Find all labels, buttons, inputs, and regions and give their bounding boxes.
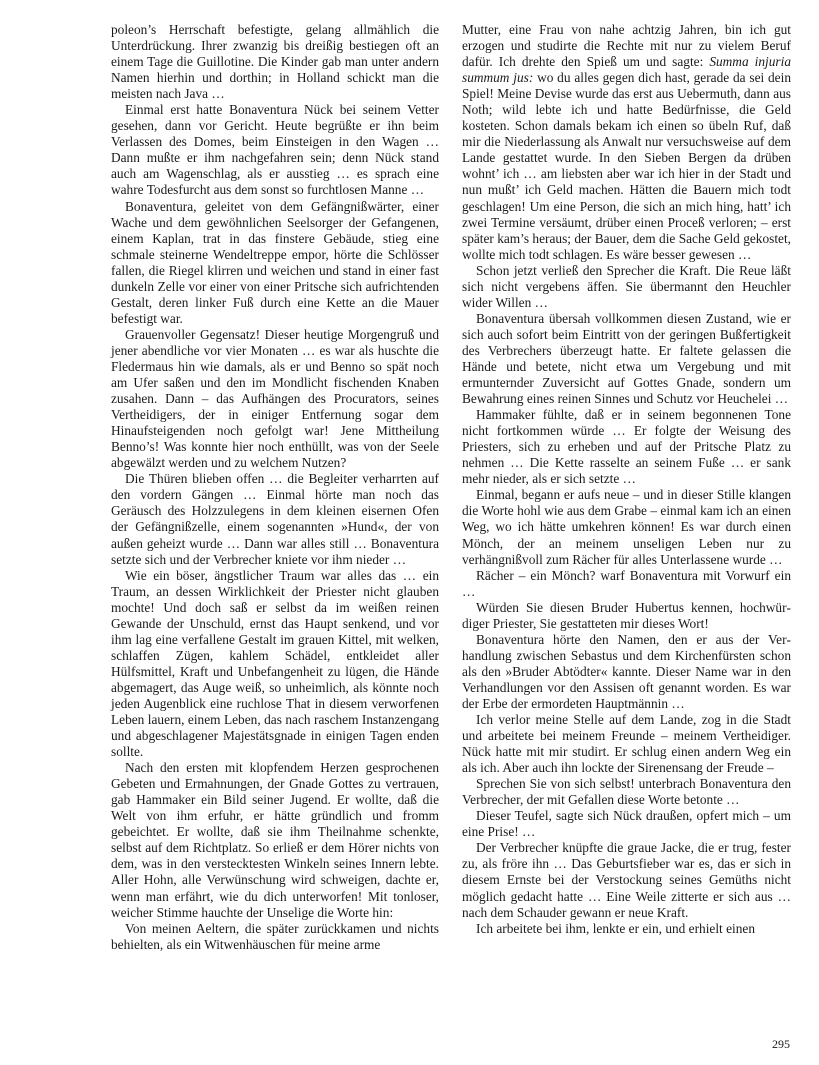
paragraph: Ich arbeitete bei ihm, lenkte er ein, und erhielt einen	[476, 920, 755, 936]
paragraph: Der Verbrecher knüpfte die graue Jacke, die er trug, fester zu, als fröre ihn … Das Geburtsfieber war es, das er sich in diesem Ernste bei der Verstockung seines Gemüths nicht möglich gedacht hatte … Eine Weile zitterte er sich aus … nach dem Schauder gewann er neue Kraft.	[462, 840, 791, 920]
paragraph: Wie ein böser, ängstlicher Traum war alles das … ein Traum, an dessen Wirklichkeit der Priester nicht glauben mochte! Und doch saß er selbst da im weißen reinen Gewande der Unschuld, ernst das Haupt senkend, und vor ihm lag eine verfallene Gestalt im grauen Kittel, mit welken, schlaffen Zügen, kahlem Schädel, entkleidet aller Hülfsmittel, Kraft und Unbefangenheit zu lügen, die Hände abgemagert, das Auge weiß, so unheimlich, als könnte noch jeden Augenblick eine ruchlose That in diesem verworfenen Leben lauern, einem Leben, das nach raschem Instanzengang und abgeschlagener Majestätsgnade in einigen Tagen enden sollte.	[111, 567, 439, 760]
paragraph: Würden Sie diesen Bruder Hubertus kennen, hochwürdiger Priester, Sie gestatteten mir dieses Wort!	[462, 599, 791, 631]
paragraph: Hammaker fühlte, daß er in seinem begonnenen Tone nicht fortkommen würde … Er folgte der Weisung des Priesters, sich zu erheben und auf der Pritsche Platz zu nehmen … Die Kette rasselte an seinem Fuße … er sank mehr nieder, als er sich setzte …	[462, 407, 791, 487]
page-number: 295	[772, 1037, 790, 1051]
text-column-right	[462, 22, 791, 937]
paragraph: Bonaventura übersah vollkommen diesen Zustand, wie er sich auch sofort beim Eintritt von der geringen Bußfertigkeit des Verbrechers überzeugt hatte. Er faltete gelassen die Hände und betete, nicht etwa um Vergebung und mit ermunternder Zuversicht auf Gottes Gnade, sondern um Bewahrung eines reinen Sinnes und Schutz vor Heuchelei …	[462, 310, 791, 407]
paragraph: Nach den ersten mit klopfendem Herzen gesprochenen Gebeten und Ermahnungen, der Gnade Gottes zu vertrauen, gab Hammaker ein Bild seiner Jugend. Er wollte, daß die Welt von ihm erfuhr, er hätte gründlich und fromm gebeichtet. Er wollte, daß sie ihm Theilnahme schenkte, selbst auf dem Richtplatz. So erließ er dem Hörer nichts von dem, was in den verstecktesten Winkeln seines Innern lebte. Aller Hohn, alle Verwünschung wird schweigen, dachte er, wenn man erfährt, wie du dich unterworfen! Mit tonloser, weicher Stimme hauchte der Unselige die Worte hin:	[111, 760, 439, 920]
text-column-left	[111, 22, 439, 953]
paragraph: Rächer – ein Mönch? warf Bonaventura mit Vorwurf ein …	[462, 567, 791, 599]
text-segment: Mutter, eine Frau von nahe achtzig Jahren, bin ich gut erzogen und studirte die Rechte mit nur zu vielem Beruf dafür. Ich drehte den Spieß um und sagte:	[462, 22, 791, 70]
text-segment: wo du alles gegen dich hast, gerade da sei dein Spiel! Meine Devise wurde das erst aus Uebermuth, dann aus Noth; wild lebte ich und hatte Bedürfnisse, die Geld kosteten. Schon damals bekam ich einen so übeln Ruf, daß mir die Niederlassung als Anwalt nur versuchsweise auf dem Lande gestattet wurde. In den Sieben Bergen da drüben wohnt’ ich … am liebsten aber war ich hier in der Stadt und nun mußt’ ich Geld machen. Hätten die Bauern mich todt geschlagen! Um eine Person, die sich an mich hing, hatt’ ich zwei Termine versäumt, drüber einen Proceß verloren; – erst später kam’s heraus; der Bauer, dem die Sache Geld gekostet, wollte mich todt schlagen. Es wäre besser gewesen …	[462, 70, 791, 262]
paragraph	[462, 22, 791, 263]
paragraph: Sprechen Sie von sich selbst! unterbrach Bonaventura den Verbrecher, der mit Gefallen diese Worte betonte …	[462, 776, 791, 808]
paragraph: Bonaventura hörte den Namen, den er aus der Verhandlung zwischen Sebastus und dem Kirchenfürsten schon als den »Bruder Abtödter« kannte. Dieser Name war in den Verhandlungen vor den Assisen oft genannt worden. Es war der Erbe der ermordeten Hauptmännin …	[462, 631, 791, 711]
paragraph: Schon jetzt verließ den Sprecher die Kraft. Die Reue läßt sich nicht vergebens äffen. Sie übermannt den Heuchler wider Willen …	[462, 262, 791, 310]
paragraph: Grauenvoller Gegensatz! Dieser heutige Morgengruß und jener abendliche vor vier Monaten … es war als huschte die Fledermaus hin wie damals, als er und Benno so spät noch am Ufer saßen und den im Mondlicht fischenden Knaben zusahen. Dann – das Aufhängen des Procurators, seines Vertheidigers, der in einiger Entfernung sogar dem Hinaufsteigenden noch gefolgt war! Jene Mittheilung Benno’s! Was konnte hier noch enthüllt, was von der Seele abgewälzt werden und zu welchem Nutzen?	[111, 326, 439, 471]
italic-quote: Summa injuria summum jus:	[462, 54, 791, 86]
paragraph: Dieser Teufel, sagte sich Nück draußen, opfert mich – um eine Prise! …	[462, 808, 791, 840]
paragraph: poleon’s Herrschaft befestigte, gelang allmählich die Unterdrückung. Ihrer zwanzig bis dreißig bestiegen oft an einem Tage die Guillotine. Die Kinder gab man unter andern Namen hierhin und dorthin; in Holland schickt man die meisten nach Java …	[111, 22, 439, 102]
paragraph: Einmal erst hatte Bonaventura Nück bei seinem Vetter gesehen, dann vor Gericht. Heute begrüßte er ihn beim Verlassen des Domes, beim Einsteigen in den Wagen … Dann mußte er ihm nachgefahren sein; denn Nück stand auch am Wagenschlag, als er ausstieg … es sprach eine wahre Todesfurcht aus dem sonst so furchtlosen Manne …	[111, 102, 439, 198]
paragraph: Die Thüren blieben offen … die Begleiter verharrten auf den vordern Gängen … Einmal hörte man noch das Geräusch des Holzzulegens in dem kleinen eisernen Ofen der Gefängnißzelle, einem sogenannten »Hund«, der von außen geheizt wurde … Dann war alles still … Bonaventura setzte sich und der Verbrecher kniete vor ihm nieder …	[111, 471, 439, 567]
paragraph: Ich verlor meine Stelle auf dem Lande, zog in die Stadt und arbeitete bei meinem Freunde – meinem Vertheidiger. Nück hatte mit mir studirt. Er schlug einen andern Weg ein als ich. Aber auch ihn lockte der Sirenensang der Freude –	[462, 712, 791, 776]
paragraph: Einmal, begann er aufs neue – und in dieser Stille klangen die Worte hohl wie aus dem Grabe – einmal kam ich an einen Weg, wo ich hätte umkehren können! Es war durch einen Mönch, der an meinem unseligen Leben nur zu verhängnißvoll zum Rächer für alles Unterlassene wurde …	[462, 487, 791, 567]
paragraph: Bonaventura, geleitet von dem Gefängnißwärter, einer Wache und dem gewöhnlichen Seelsorger der Gefangenen, einem Kaplan, trat in das finstere Gebäude, stieg eine schmale steinerne Wendeltreppe empor, hörte die Schlösser fallen, die Riegel klirren und weichen und stand in einer fast dunkeln Zelle vor einer von einer Pritsche sich aufrichtenden Gestalt, deren linker Fuß durch eine Kette an die Mauer befestigt war.	[111, 198, 439, 326]
paragraph: Von meinen Aeltern, die später zurückkamen und nichts behielten, als ein Witwenhäuschen für meine arme	[111, 920, 439, 952]
